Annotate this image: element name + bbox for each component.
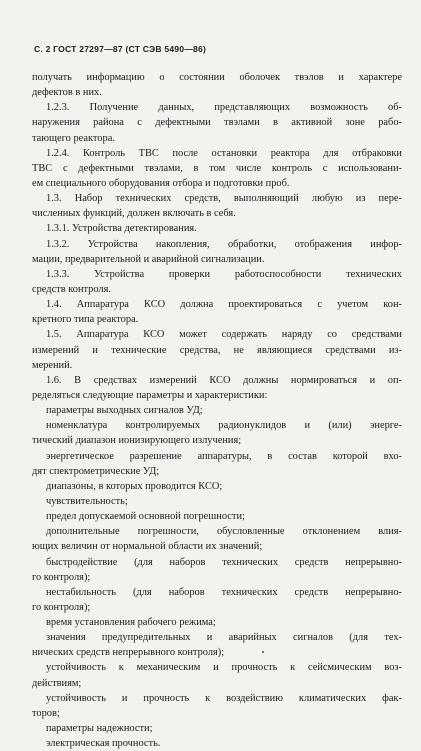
text-line: чувствительность; xyxy=(46,495,128,507)
text-line: диапазоны, в которых проводится КСО; xyxy=(46,480,223,492)
text-line: средств контроля. xyxy=(32,283,111,295)
text-line: номенклатура контролируемых радионуклидов и (или) энерге- xyxy=(46,420,402,432)
text-line: действиям; xyxy=(32,677,82,689)
text-line: ТВС с дефектными твэлами, в том числе контроль с использовани- xyxy=(32,162,402,174)
text-line: получать информацию о состоянии оболочек твэлов и характере xyxy=(32,72,402,83)
text-line: устойчивость и прочность к воздействию климатических фак- xyxy=(46,692,402,704)
text-line: параметры надежности; xyxy=(46,723,153,735)
text-line: быстродействие (для наборов технических средств непрерывно- xyxy=(46,556,402,568)
text-line: 1.2.4. Контроль ТВС после остановки реактора для отбраковки xyxy=(46,147,402,159)
text-line: ем специального оборудования отбора и подготовки проб. xyxy=(32,177,290,189)
text-line: электрическая прочность. xyxy=(46,738,161,750)
text-line: измерений и технические средства, не являющиеся средствами из- xyxy=(32,344,402,356)
text-line: кретного типа реактора. xyxy=(32,314,139,326)
text-line: дефектов в них. xyxy=(32,87,102,99)
text-line: тический диапазон ионизирующего излучения; xyxy=(32,435,242,447)
text-line: 1.4. Аппаратура КСО должна проектироваться с учетом кон- xyxy=(46,299,402,311)
text-line: энергетическое разрешение аппаратуры, в состав которой вхо- xyxy=(46,450,402,462)
text-line: ющих величин от нормальной области их значений; xyxy=(32,541,263,553)
text-line: нестабильность (для наборов технических средств непрерывно- xyxy=(46,586,402,598)
text-line: наружения района с дефектными твэлами в активной зоне рабо- xyxy=(32,117,402,129)
text-line: ределяться следующие параметры и характеристики: xyxy=(32,389,268,401)
text-line: торов; xyxy=(32,707,60,719)
text-line: го контроля); xyxy=(32,601,91,613)
print-speck xyxy=(262,651,264,653)
text-line: нических средств непрерывного контроля); xyxy=(32,647,225,659)
text-line: параметры выходных сигналов УД; xyxy=(46,405,203,417)
text-line: 1.6. В средствах измерений КСО должны нормироваться и оп- xyxy=(46,374,402,386)
text-line: численных функций, должен включать в себя. xyxy=(32,208,236,220)
text-line: предел допускаемой основной погрешности; xyxy=(46,511,245,523)
text-line: дополнительные погрешности, обусловленные отклонением влия- xyxy=(46,526,402,538)
text-line: дят спектрометрические УД; xyxy=(32,465,160,477)
document-body xyxy=(32,70,402,751)
text-line: 1.2.3. Получение данных, представляющих возможность об- xyxy=(46,102,402,114)
text-line: 1.5. Аппаратура КСО может содержать наряду со средствами xyxy=(46,329,402,341)
text-line: значения предупредительных и аварийных сигналов (для тех- xyxy=(46,632,402,644)
text-line: устойчивость к механическим и прочность к сейсмическим воз- xyxy=(46,662,402,674)
text-line: 1.3.2. Устройства накопления, обработки, отображения инфор- xyxy=(46,238,402,250)
text-line: 1.3.3. Устройства проверки работоспособности технических xyxy=(46,268,402,280)
text-line: го контроля); xyxy=(32,571,91,583)
text-line: время установления рабочего режима; xyxy=(46,617,216,629)
text-line: тающего реактора. xyxy=(32,132,115,144)
text-line: 1.3. Набор технических средств, выполняющий любую из пере- xyxy=(46,193,402,205)
text-line: мации, предварительной и аварийной сигнализации. xyxy=(32,253,265,265)
text-line: мерений. xyxy=(32,359,73,371)
text-line: 1.3.1. Устройства детектирования. xyxy=(46,223,197,235)
page-header: С. 2 ГОСТ 27297—87 (СТ СЭВ 5490—86) xyxy=(34,44,207,54)
